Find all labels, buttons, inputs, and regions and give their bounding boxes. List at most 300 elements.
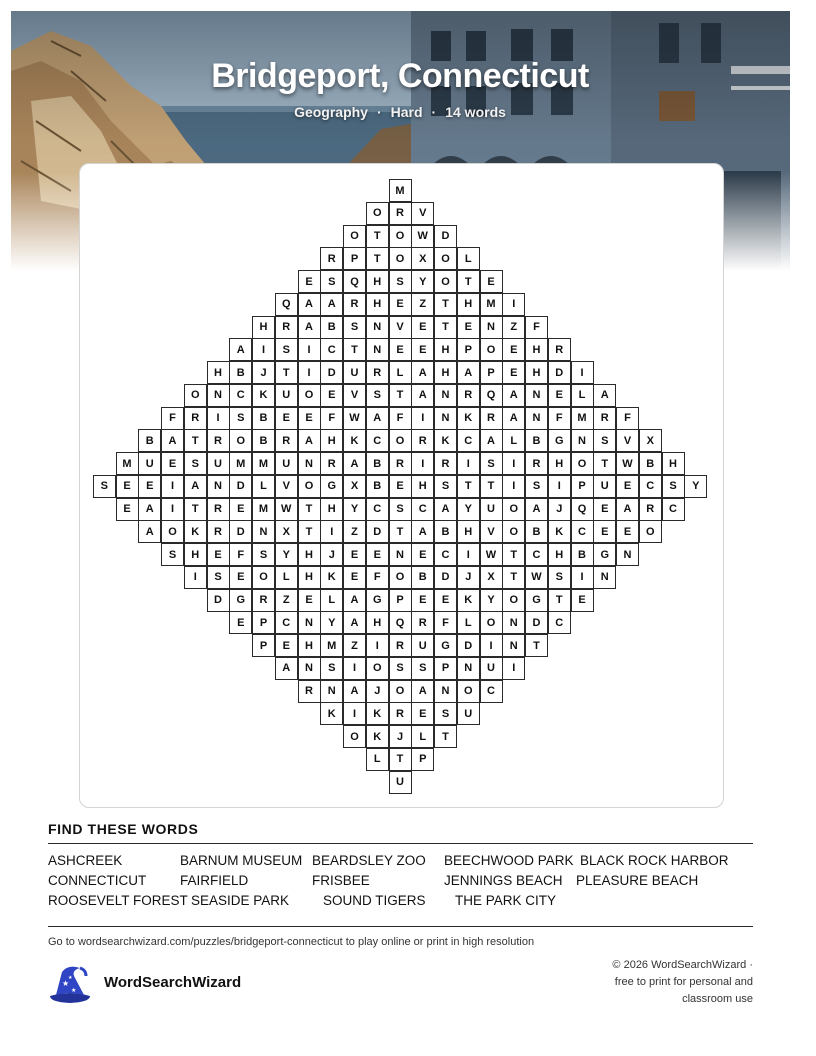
grid-cell[interactable]: Q xyxy=(343,270,366,293)
grid-cell[interactable]: A xyxy=(343,452,366,475)
grid-cell[interactable]: O xyxy=(298,384,321,407)
grid-cell[interactable]: B xyxy=(525,520,548,543)
grid-cell[interactable]: E xyxy=(411,543,434,566)
grid-cell[interactable]: H xyxy=(252,316,275,339)
grid-cell[interactable]: E xyxy=(571,589,594,612)
grid-cell[interactable]: O xyxy=(502,589,525,612)
grid-cell[interactable]: K xyxy=(457,589,480,612)
grid-cell[interactable]: T xyxy=(389,384,412,407)
grid-cell[interactable]: E xyxy=(411,589,434,612)
grid-cell[interactable]: A xyxy=(229,338,252,361)
grid-cell[interactable]: O xyxy=(389,429,412,452)
grid-cell[interactable]: K xyxy=(434,429,457,452)
grid-cell[interactable]: H xyxy=(207,361,230,384)
grid-cell[interactable]: T xyxy=(434,725,457,748)
grid-cell[interactable]: E xyxy=(548,384,571,407)
grid-cell[interactable]: S xyxy=(320,270,343,293)
grid-cell[interactable]: A xyxy=(343,611,366,634)
grid-cell[interactable]: C xyxy=(662,498,685,521)
grid-cell[interactable]: D xyxy=(434,225,457,248)
grid-cell[interactable]: R xyxy=(343,293,366,316)
grid-cell[interactable]: U xyxy=(138,452,161,475)
grid-cell[interactable]: S xyxy=(389,498,412,521)
grid-cell[interactable]: E xyxy=(138,475,161,498)
grid-cell[interactable]: A xyxy=(616,498,639,521)
grid-cell[interactable]: I xyxy=(298,338,321,361)
grid-cell[interactable]: N xyxy=(525,407,548,430)
grid-cell[interactable]: F xyxy=(366,566,389,589)
grid-cell[interactable]: O xyxy=(639,520,662,543)
grid-cell[interactable]: O xyxy=(389,225,412,248)
grid-cell[interactable]: K xyxy=(366,702,389,725)
grid-cell[interactable]: E xyxy=(229,566,252,589)
grid-cell[interactable]: U xyxy=(275,452,298,475)
grid-cell[interactable]: T xyxy=(548,589,571,612)
grid-cell[interactable]: T xyxy=(184,498,207,521)
grid-cell[interactable]: N xyxy=(298,452,321,475)
grid-cell[interactable]: E xyxy=(411,702,434,725)
grid-cell[interactable]: I xyxy=(411,452,434,475)
grid-cell[interactable]: O xyxy=(389,247,412,270)
grid-cell[interactable]: S xyxy=(184,452,207,475)
grid-cell[interactable]: O xyxy=(502,498,525,521)
grid-cell[interactable]: E xyxy=(366,543,389,566)
grid-cell[interactable]: G xyxy=(525,589,548,612)
grid-cell[interactable]: V xyxy=(616,429,639,452)
grid-cell[interactable]: I xyxy=(548,475,571,498)
grid-cell[interactable]: T xyxy=(389,520,412,543)
grid-cell[interactable]: Z xyxy=(343,634,366,657)
grid-cell[interactable]: E xyxy=(411,316,434,339)
grid-cell[interactable]: D xyxy=(434,566,457,589)
grid-cell[interactable]: J xyxy=(252,361,275,384)
grid-cell[interactable]: E xyxy=(411,338,434,361)
grid-cell[interactable]: J xyxy=(389,725,412,748)
grid-cell[interactable]: U xyxy=(480,498,503,521)
grid-cell[interactable]: O xyxy=(366,657,389,680)
grid-cell[interactable]: O xyxy=(389,680,412,703)
grid-cell[interactable]: T xyxy=(525,634,548,657)
grid-cell[interactable]: O xyxy=(502,520,525,543)
grid-cell[interactable]: I xyxy=(502,293,525,316)
grid-cell[interactable]: N xyxy=(434,680,457,703)
grid-cell[interactable]: U xyxy=(411,634,434,657)
grid-cell[interactable]: D xyxy=(207,589,230,612)
grid-cell[interactable]: N xyxy=(480,316,503,339)
grid-cell[interactable]: F xyxy=(161,407,184,430)
grid-cell[interactable]: R xyxy=(252,589,275,612)
grid-cell[interactable]: N xyxy=(389,543,412,566)
grid-cell[interactable]: E xyxy=(298,407,321,430)
grid-cell[interactable]: C xyxy=(229,384,252,407)
grid-cell[interactable]: X xyxy=(480,566,503,589)
grid-cell[interactable]: K xyxy=(548,520,571,543)
grid-cell[interactable]: H xyxy=(320,498,343,521)
grid-cell[interactable]: Y xyxy=(320,611,343,634)
grid-cell[interactable]: R xyxy=(457,384,480,407)
grid-cell[interactable]: M xyxy=(229,452,252,475)
grid-cell[interactable]: L xyxy=(411,725,434,748)
grid-cell[interactable]: P xyxy=(457,338,480,361)
grid-cell[interactable]: Q xyxy=(571,498,594,521)
grid-cell[interactable]: S xyxy=(320,657,343,680)
grid-cell[interactable]: K xyxy=(366,725,389,748)
grid-cell[interactable]: T xyxy=(298,498,321,521)
grid-cell[interactable]: S xyxy=(662,475,685,498)
grid-cell[interactable]: S xyxy=(593,429,616,452)
grid-cell[interactable]: H xyxy=(298,634,321,657)
grid-cell[interactable]: R xyxy=(639,498,662,521)
grid-cell[interactable]: A xyxy=(184,475,207,498)
grid-cell[interactable]: F xyxy=(434,611,457,634)
grid-cell[interactable]: R xyxy=(525,452,548,475)
grid-cell[interactable]: Z xyxy=(411,293,434,316)
grid-cell[interactable]: V xyxy=(275,475,298,498)
grid-cell[interactable]: O xyxy=(252,566,275,589)
grid-cell[interactable]: O xyxy=(184,384,207,407)
grid-cell[interactable]: R xyxy=(411,611,434,634)
play-online-link[interactable]: Go to wordsearchwizard.com/puzzles/bridgeport-connecticut to play online or print in high resolution xyxy=(48,936,535,948)
grid-cell[interactable]: R xyxy=(207,429,230,452)
grid-cell[interactable]: T xyxy=(457,475,480,498)
grid-cell[interactable]: Y xyxy=(411,270,434,293)
grid-cell[interactable]: K xyxy=(343,429,366,452)
grid-cell[interactable]: B xyxy=(138,429,161,452)
grid-cell[interactable]: H xyxy=(411,475,434,498)
grid-cell[interactable]: Y xyxy=(457,498,480,521)
grid-cell[interactable]: R xyxy=(275,316,298,339)
grid-cell[interactable]: T xyxy=(457,270,480,293)
grid-cell[interactable]: L xyxy=(275,566,298,589)
grid-cell[interactable]: H xyxy=(457,520,480,543)
grid-cell[interactable]: I xyxy=(366,634,389,657)
grid-cell[interactable]: C xyxy=(525,543,548,566)
grid-cell[interactable]: P xyxy=(252,634,275,657)
grid-cell[interactable]: Y xyxy=(684,475,707,498)
grid-cell[interactable]: N xyxy=(434,384,457,407)
grid-cell[interactable]: E xyxy=(298,270,321,293)
grid-cell[interactable]: O xyxy=(343,225,366,248)
grid-cell[interactable]: S xyxy=(343,316,366,339)
grid-cell[interactable]: P xyxy=(389,589,412,612)
grid-cell[interactable]: M xyxy=(571,407,594,430)
grid-cell[interactable]: H xyxy=(525,338,548,361)
grid-cell[interactable]: W xyxy=(480,543,503,566)
grid-cell[interactable]: C xyxy=(548,611,571,634)
grid-cell[interactable]: A xyxy=(298,429,321,452)
grid-cell[interactable]: P xyxy=(252,611,275,634)
grid-cell[interactable]: O xyxy=(480,611,503,634)
grid-cell[interactable]: A xyxy=(275,657,298,680)
grid-cell[interactable]: D xyxy=(457,634,480,657)
grid-cell[interactable]: I xyxy=(252,338,275,361)
grid-cell[interactable]: F xyxy=(548,407,571,430)
grid-cell[interactable]: O xyxy=(457,680,480,703)
grid-cell[interactable]: P xyxy=(480,361,503,384)
grid-cell[interactable]: M xyxy=(252,498,275,521)
grid-cell[interactable]: S xyxy=(434,702,457,725)
grid-cell[interactable]: A xyxy=(457,361,480,384)
grid-cell[interactable]: R xyxy=(207,498,230,521)
grid-cell[interactable]: H xyxy=(184,543,207,566)
grid-cell[interactable]: A xyxy=(502,407,525,430)
grid-cell[interactable]: N xyxy=(593,566,616,589)
grid-cell[interactable]: E xyxy=(457,316,480,339)
grid-cell[interactable]: E xyxy=(502,361,525,384)
grid-cell[interactable]: X xyxy=(411,247,434,270)
grid-cell[interactable]: B xyxy=(366,452,389,475)
grid-cell[interactable]: S xyxy=(389,270,412,293)
grid-cell[interactable]: N xyxy=(616,543,639,566)
grid-cell[interactable]: H xyxy=(320,429,343,452)
grid-cell[interactable]: X xyxy=(639,429,662,452)
grid-cell[interactable]: E xyxy=(389,338,412,361)
grid-cell[interactable]: L xyxy=(502,429,525,452)
grid-cell[interactable]: I xyxy=(480,634,503,657)
grid-cell[interactable]: X xyxy=(275,520,298,543)
grid-cell[interactable]: P xyxy=(411,748,434,771)
grid-cell[interactable]: R xyxy=(207,520,230,543)
grid-cell[interactable]: C xyxy=(434,543,457,566)
grid-cell[interactable]: I xyxy=(502,657,525,680)
grid-cell[interactable]: S xyxy=(252,543,275,566)
grid-cell[interactable]: E xyxy=(161,452,184,475)
grid-cell[interactable]: I xyxy=(320,520,343,543)
grid-cell[interactable]: T xyxy=(502,543,525,566)
grid-cell[interactable]: H xyxy=(457,293,480,316)
grid-cell[interactable]: O xyxy=(298,475,321,498)
grid-cell[interactable]: O xyxy=(366,202,389,225)
grid-cell[interactable]: M xyxy=(320,634,343,657)
grid-cell[interactable]: I xyxy=(457,543,480,566)
grid-cell[interactable]: I xyxy=(343,657,366,680)
grid-cell[interactable]: L xyxy=(252,475,275,498)
grid-cell[interactable]: C xyxy=(320,338,343,361)
grid-cell[interactable]: H xyxy=(298,543,321,566)
grid-cell[interactable]: T xyxy=(502,566,525,589)
grid-cell[interactable]: T xyxy=(434,293,457,316)
grid-cell[interactable]: C xyxy=(480,680,503,703)
grid-cell[interactable]: Y xyxy=(480,589,503,612)
grid-cell[interactable]: I xyxy=(411,407,434,430)
grid-cell[interactable]: A xyxy=(298,316,321,339)
grid-cell[interactable]: F xyxy=(320,407,343,430)
grid-cell[interactable]: T xyxy=(343,338,366,361)
grid-cell[interactable]: T xyxy=(434,316,457,339)
grid-cell[interactable]: J xyxy=(366,680,389,703)
grid-cell[interactable]: O xyxy=(571,452,594,475)
grid-cell[interactable]: S xyxy=(434,475,457,498)
grid-cell[interactable]: Y xyxy=(343,498,366,521)
grid-cell[interactable]: E xyxy=(343,543,366,566)
grid-cell[interactable]: N xyxy=(320,680,343,703)
grid-cell[interactable]: V xyxy=(411,202,434,225)
grid-cell[interactable]: A xyxy=(138,498,161,521)
grid-cell[interactable]: U xyxy=(457,702,480,725)
grid-cell[interactable]: E xyxy=(275,407,298,430)
grid-cell[interactable]: H xyxy=(366,611,389,634)
grid-cell[interactable]: E xyxy=(616,520,639,543)
grid-cell[interactable]: C xyxy=(366,498,389,521)
grid-cell[interactable]: A xyxy=(320,293,343,316)
grid-cell[interactable]: D xyxy=(229,520,252,543)
grid-cell[interactable]: K xyxy=(457,407,480,430)
grid-cell[interactable]: N xyxy=(298,611,321,634)
grid-cell[interactable]: O xyxy=(434,270,457,293)
grid-cell[interactable]: W xyxy=(616,452,639,475)
grid-cell[interactable]: N xyxy=(207,475,230,498)
grid-cell[interactable]: F xyxy=(525,316,548,339)
grid-cell[interactable]: Z xyxy=(343,520,366,543)
grid-cell[interactable]: G xyxy=(593,543,616,566)
grid-cell[interactable]: G xyxy=(229,589,252,612)
grid-cell[interactable]: N xyxy=(298,657,321,680)
grid-cell[interactable]: A xyxy=(343,680,366,703)
grid-cell[interactable]: T xyxy=(480,475,503,498)
grid-cell[interactable]: O xyxy=(161,520,184,543)
grid-cell[interactable]: L xyxy=(457,247,480,270)
grid-cell[interactable]: Y xyxy=(275,543,298,566)
grid-cell[interactable]: A xyxy=(502,384,525,407)
grid-cell[interactable]: F xyxy=(616,407,639,430)
grid-cell[interactable]: E xyxy=(593,520,616,543)
grid-cell[interactable]: S xyxy=(548,566,571,589)
grid-cell[interactable]: E xyxy=(593,498,616,521)
grid-cell[interactable]: B xyxy=(571,543,594,566)
grid-cell[interactable]: Z xyxy=(502,316,525,339)
grid-cell[interactable]: R xyxy=(548,338,571,361)
grid-cell[interactable]: R xyxy=(411,429,434,452)
grid-cell[interactable]: H xyxy=(434,361,457,384)
grid-cell[interactable]: U xyxy=(207,452,230,475)
grid-cell[interactable]: I xyxy=(502,452,525,475)
grid-cell[interactable]: F xyxy=(229,543,252,566)
grid-cell[interactable]: I xyxy=(184,566,207,589)
grid-cell[interactable]: G xyxy=(548,429,571,452)
grid-cell[interactable]: S xyxy=(411,657,434,680)
grid-cell[interactable]: D xyxy=(229,475,252,498)
grid-cell[interactable]: J xyxy=(320,543,343,566)
grid-cell[interactable]: H xyxy=(525,361,548,384)
grid-cell[interactable]: K xyxy=(184,520,207,543)
grid-cell[interactable]: D xyxy=(320,361,343,384)
grid-cell[interactable]: A xyxy=(411,361,434,384)
grid-cell[interactable]: L xyxy=(457,611,480,634)
grid-cell[interactable]: A xyxy=(525,498,548,521)
grid-cell[interactable]: E xyxy=(480,270,503,293)
grid-cell[interactable]: L xyxy=(320,589,343,612)
grid-cell[interactable]: C xyxy=(639,475,662,498)
grid-cell[interactable]: I xyxy=(457,452,480,475)
grid-cell[interactable]: I xyxy=(502,475,525,498)
grid-cell[interactable]: D xyxy=(525,611,548,634)
grid-cell[interactable]: A xyxy=(411,520,434,543)
grid-cell[interactable]: O xyxy=(343,725,366,748)
grid-cell[interactable]: N xyxy=(207,384,230,407)
grid-cell[interactable]: G xyxy=(320,475,343,498)
grid-cell[interactable]: T xyxy=(275,361,298,384)
grid-cell[interactable]: R xyxy=(366,361,389,384)
grid-cell[interactable]: A xyxy=(343,589,366,612)
grid-cell[interactable]: R xyxy=(480,407,503,430)
grid-cell[interactable]: I xyxy=(343,702,366,725)
grid-cell[interactable]: P xyxy=(434,657,457,680)
grid-cell[interactable]: A xyxy=(434,498,457,521)
grid-cell[interactable]: A xyxy=(593,384,616,407)
grid-cell[interactable]: T xyxy=(389,748,412,771)
grid-cell[interactable]: A xyxy=(366,407,389,430)
grid-cell[interactable]: V xyxy=(343,384,366,407)
grid-cell[interactable]: T xyxy=(366,225,389,248)
grid-cell[interactable]: N xyxy=(366,338,389,361)
grid-cell[interactable]: Q xyxy=(275,293,298,316)
grid-cell[interactable]: R xyxy=(184,407,207,430)
grid-cell[interactable]: C xyxy=(571,520,594,543)
grid-cell[interactable]: D xyxy=(366,520,389,543)
grid-cell[interactable]: U xyxy=(593,475,616,498)
grid-cell[interactable]: F xyxy=(389,407,412,430)
grid-cell[interactable]: L xyxy=(389,361,412,384)
grid-cell[interactable]: M xyxy=(116,452,139,475)
grid-cell[interactable]: Q xyxy=(480,384,503,407)
grid-cell[interactable]: W xyxy=(275,498,298,521)
grid-cell[interactable]: D xyxy=(548,361,571,384)
grid-cell[interactable]: P xyxy=(571,475,594,498)
grid-cell[interactable]: V xyxy=(480,520,503,543)
grid-cell[interactable]: H xyxy=(298,566,321,589)
grid-cell[interactable]: E xyxy=(229,611,252,634)
grid-cell[interactable]: O xyxy=(389,566,412,589)
grid-cell[interactable]: E xyxy=(298,589,321,612)
grid-cell[interactable]: M xyxy=(389,179,412,202)
grid-cell[interactable]: I xyxy=(207,407,230,430)
grid-cell[interactable]: L xyxy=(571,384,594,407)
grid-cell[interactable]: E xyxy=(275,634,298,657)
grid-cell[interactable]: B xyxy=(639,452,662,475)
grid-cell[interactable]: E xyxy=(207,543,230,566)
grid-cell[interactable]: U xyxy=(275,384,298,407)
grid-cell[interactable]: E xyxy=(389,293,412,316)
grid-cell[interactable]: R xyxy=(389,634,412,657)
grid-cell[interactable]: M xyxy=(252,452,275,475)
grid-cell[interactable]: Z xyxy=(275,589,298,612)
grid-cell[interactable]: E xyxy=(116,475,139,498)
grid-cell[interactable]: S xyxy=(480,452,503,475)
grid-cell[interactable]: E xyxy=(502,338,525,361)
grid-cell[interactable]: N xyxy=(457,657,480,680)
grid-cell[interactable]: T xyxy=(366,247,389,270)
grid-cell[interactable]: S xyxy=(389,657,412,680)
grid-cell[interactable]: W xyxy=(411,225,434,248)
grid-cell[interactable]: C xyxy=(457,429,480,452)
grid-cell[interactable]: R xyxy=(320,247,343,270)
grid-cell[interactable]: A xyxy=(480,429,503,452)
grid-cell[interactable]: S xyxy=(93,475,116,498)
grid-cell[interactable]: H xyxy=(366,270,389,293)
grid-cell[interactable]: S xyxy=(207,566,230,589)
grid-cell[interactable]: T xyxy=(184,429,207,452)
grid-cell[interactable]: H xyxy=(548,452,571,475)
grid-cell[interactable]: K xyxy=(320,702,343,725)
grid-cell[interactable]: I xyxy=(161,475,184,498)
grid-cell[interactable]: S xyxy=(229,407,252,430)
grid-cell[interactable]: A xyxy=(298,293,321,316)
grid-cell[interactable]: B xyxy=(229,361,252,384)
grid-cell[interactable]: C xyxy=(275,611,298,634)
grid-cell[interactable]: H xyxy=(366,293,389,316)
grid-cell[interactable]: I xyxy=(571,361,594,384)
grid-cell[interactable]: V xyxy=(389,316,412,339)
